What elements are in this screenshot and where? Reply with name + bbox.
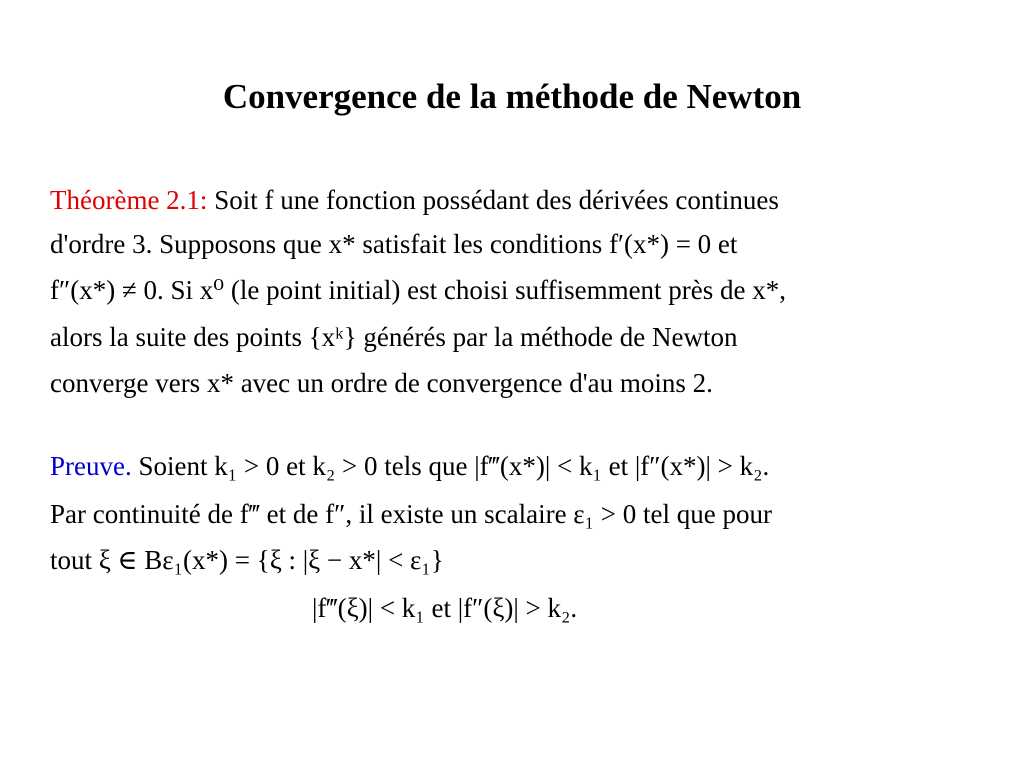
theorem-line-2: d'ordre 3. Supposons que x* satisfait les conditions f′(x*) = 0 et	[50, 229, 738, 259]
theorem-line-4: alors la suite des points {xᵏ} générés par la méthode de Newton	[50, 322, 738, 352]
theorem-label: Théorème 2.1:	[50, 185, 208, 215]
proof-line-2: Par continuité de f‴ et de f″, il existe un scalaire ε₁ > 0 tel que pour	[50, 499, 772, 529]
theorem-text-1: Soit f une fonction possédant des dérivées continues	[214, 185, 779, 215]
proof-line-4: |f‴(ξ)| < k₁ et |f″(ξ)| > k₂.	[312, 593, 578, 623]
proof-label: Preuve.	[50, 451, 132, 481]
theorem-line-5: converge vers x* avec un ordre de convergence d'au moins 2.	[50, 368, 713, 398]
proof-line-1	[50, 444, 769, 488]
theorem-line-3: f″(x*) ≠ 0. Si x⁰ (le point initial) est choisi suffisemment près de x*,	[50, 275, 787, 305]
proof-line-3: tout ξ ∈ Bε₁(x*) = {ξ : |ξ − x*| < ε₁}	[50, 545, 444, 575]
page-title: Convergence de la méthode de Newton	[222, 77, 802, 116]
proof-text-1: Soient k₁ > 0 et k₂ > 0 tels que |f‴(x*)| < k₁ et |f″(x*)| > k₂.	[138, 451, 770, 481]
theorem-line-1	[50, 178, 779, 222]
